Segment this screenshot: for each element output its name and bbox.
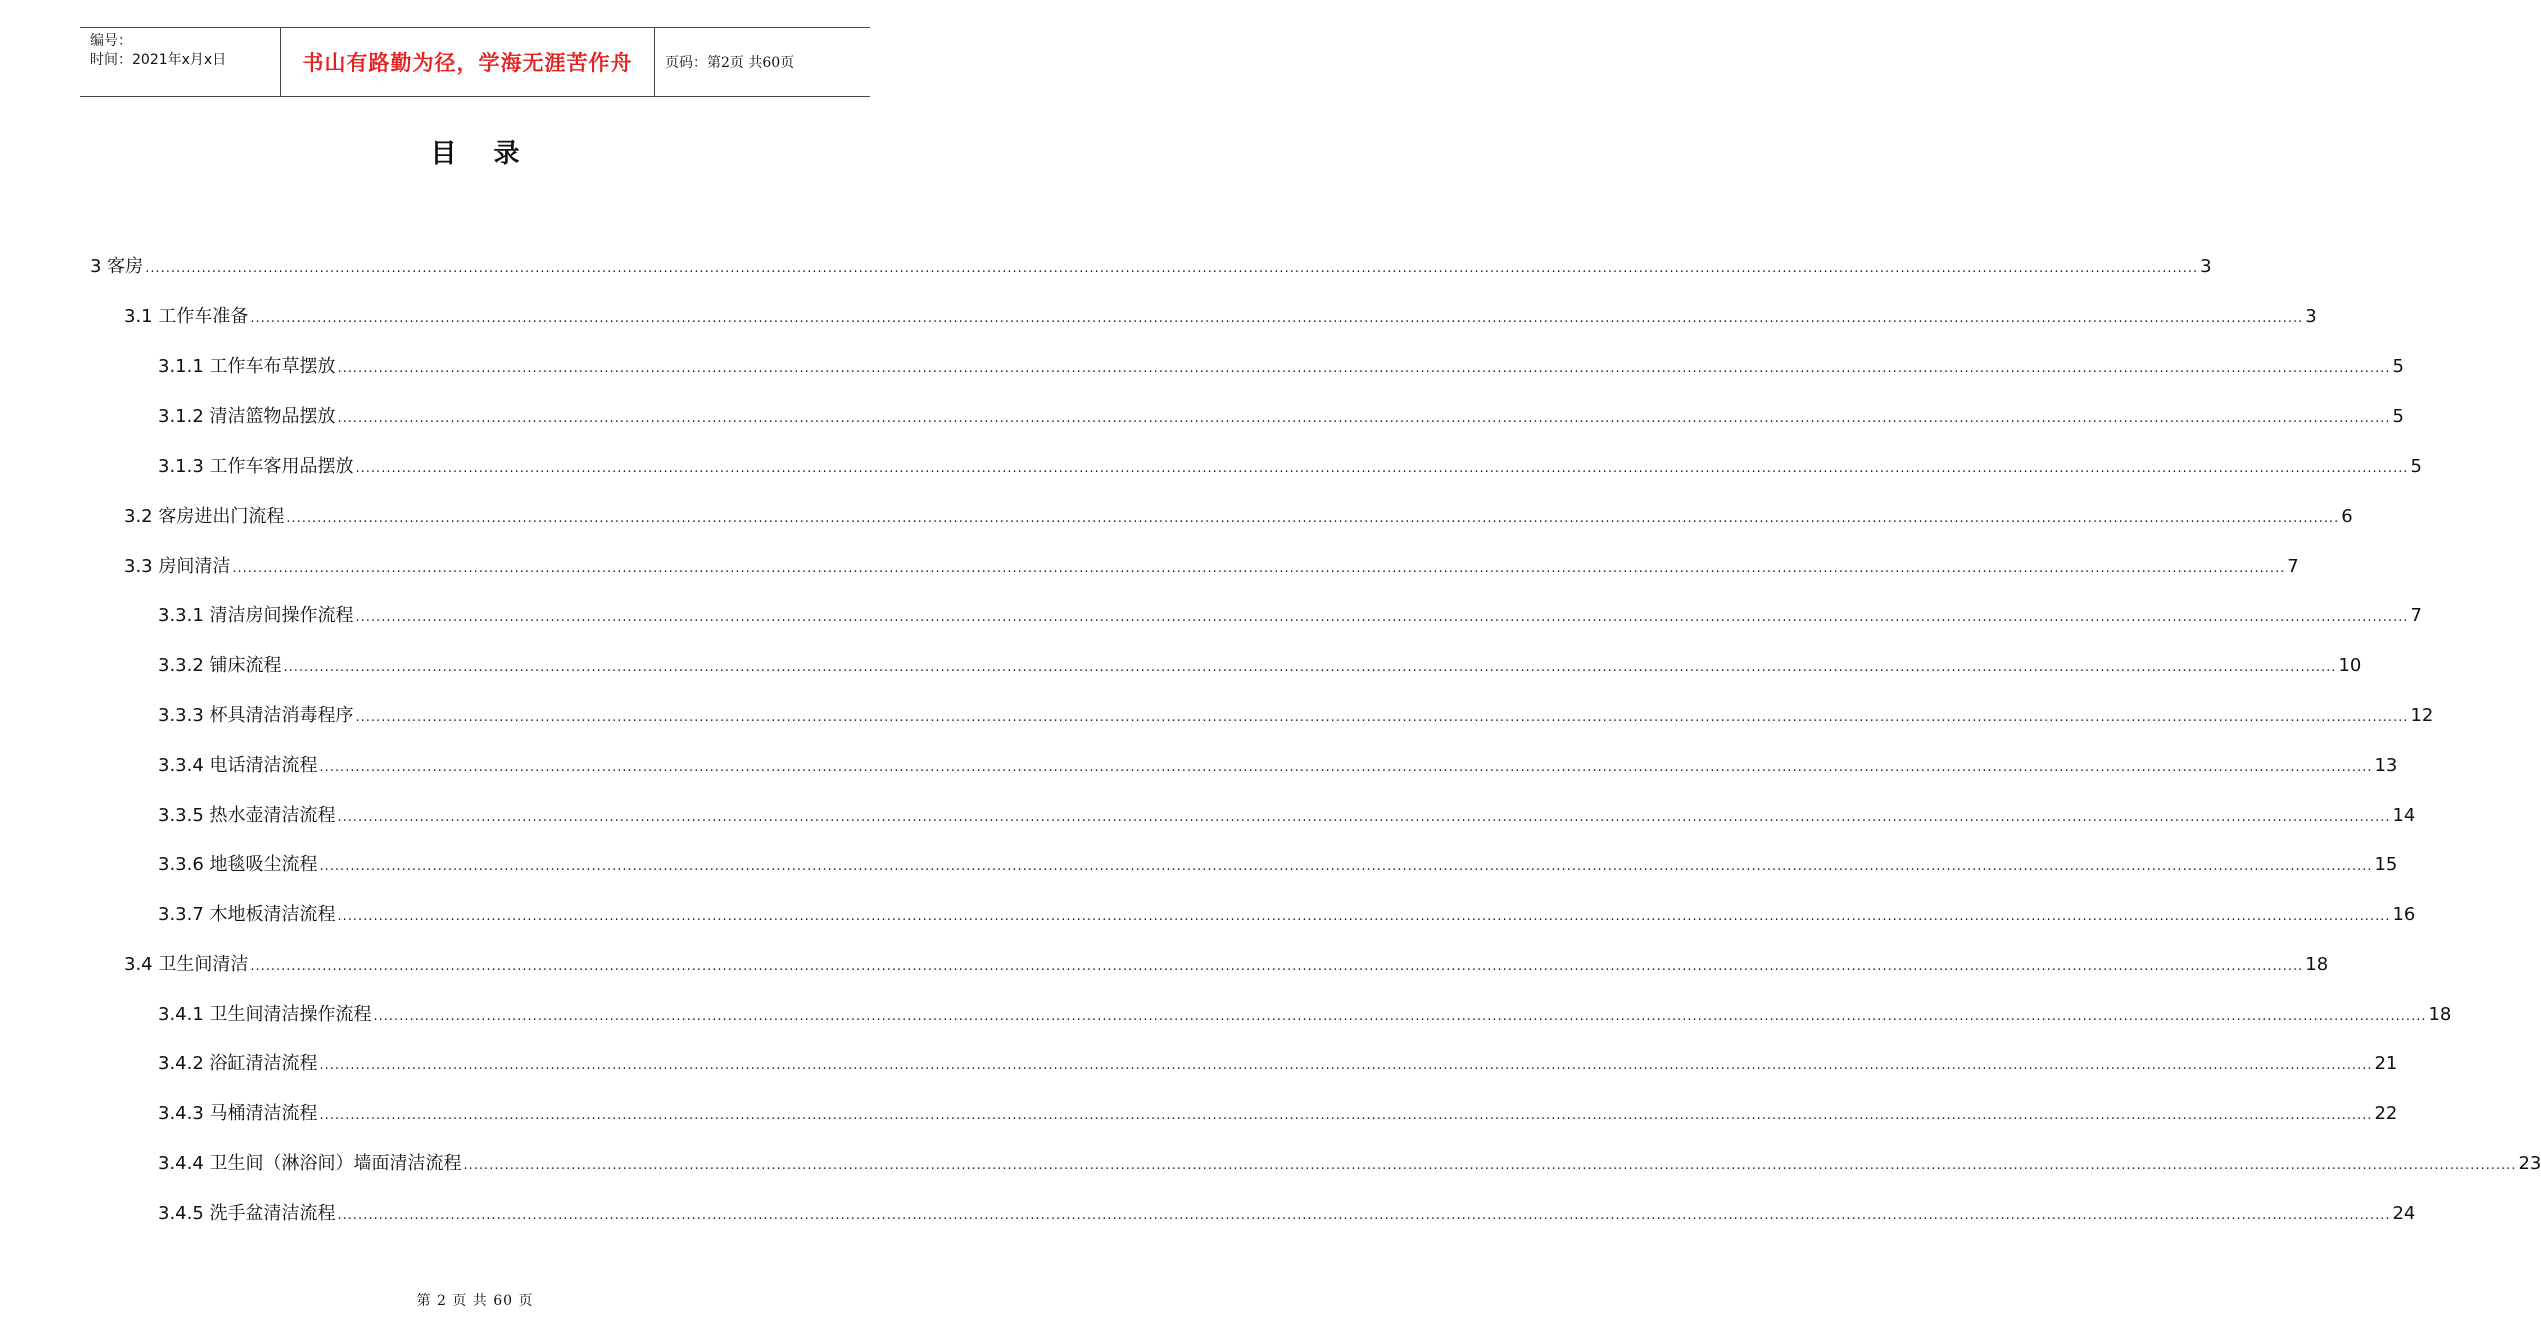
toc-title: 目 录 [430,139,534,169]
toc-entry-page: 3 [2305,306,2317,327]
toc-entry[interactable] [158,1052,2398,1078]
toc-leader-dots: ................................................................................................................................................................................................................................................................................................................................................................................................................ [355,710,2409,725]
toc-entry[interactable] [124,305,2317,331]
toc-entry-title: 3.3.2 铺床流程 [158,655,282,676]
toc-entry-page: 23 [2518,1153,2541,1174]
toc-entry[interactable] [124,505,2353,531]
toc-entry[interactable] [158,654,2362,680]
toc-entry-page: 7 [2287,556,2299,577]
toc-entry-title: 3.4.4 卫生间（淋浴间）墙面清洁流程 [158,1153,462,1174]
toc-entry-page: 18 [2428,1004,2452,1025]
toc-entry[interactable] [90,255,2212,281]
toc-entry-page: 22 [2374,1103,2398,1124]
header-meta [80,28,281,96]
toc-entry-page: 14 [2392,805,2416,826]
toc-leader-dots: ................................................................................................................................................................................................................................................................................................................................................................................................................ [232,561,2286,576]
toc-leader-dots: ................................................................................................................................................................................................................................................................................................................................................................................................................ [319,1058,2373,1073]
toc-leader-dots: ................................................................................................................................................................................................................................................................................................................................................................................................................ [319,760,2373,775]
page-header [80,27,870,97]
toc-leader-dots: ................................................................................................................................................................................................................................................................................................................................................................................................................ [355,610,2409,625]
toc-leader-dots: ................................................................................................................................................................................................................................................................................................................................................................................................................ [355,461,2409,476]
toc-entry[interactable] [158,455,2422,481]
toc-entry[interactable] [158,1003,2452,1029]
toc-leader-dots: ................................................................................................................................................................................................................................................................................................................................................................................................................ [337,909,2391,924]
toc-entry-title: 3.4 卫生间清洁 [124,954,249,975]
toc-entry-title: 3.1 工作车准备 [124,306,249,327]
toc-entry[interactable] [158,1152,2541,1178]
toc-entry[interactable] [158,704,2434,730]
toc-entry[interactable] [158,604,2422,630]
toc-entry[interactable] [158,903,2416,929]
header-page-cell [655,28,870,96]
toc-leader-dots: ................................................................................................................................................................................................................................................................................................................................................................................................................ [319,1108,2373,1123]
toc-entry-page: 5 [2392,356,2404,377]
toc-entry-page: 18 [2305,954,2329,975]
document-date: 时间：2021年x月x日 [90,52,227,68]
toc-entry[interactable] [158,1102,2398,1128]
toc-entry-title: 3.4.1 卫生间清洁操作流程 [158,1004,372,1025]
toc-leader-dots: ................................................................................................................................................................................................................................................................................................................................................................................................................ [337,1208,2391,1223]
toc-leader-dots: ................................................................................................................................................................................................................................................................................................................................................................................................................ [319,859,2373,874]
toc-leader-dots: ................................................................................................................................................................................................................................................................................................................................................................................................................ [286,511,2340,526]
toc-entry[interactable] [158,355,2404,381]
toc-entry-title: 3.3.7 木地板清洁流程 [158,904,336,925]
toc-entry-title: 3 客房 [90,256,144,277]
toc-entry-page: 12 [2410,705,2434,726]
page-footer: 第 2 页 共 60 页 [416,1293,534,1309]
toc-leader-dots: ................................................................................................................................................................................................................................................................................................................................................................................................................ [250,311,2304,326]
toc-leader-dots: ................................................................................................................................................................................................................................................................................................................................................................................................................ [337,810,2391,825]
toc-entry-page: 10 [2338,655,2362,676]
toc-entry[interactable] [124,555,2299,581]
header-motto: 书山有路勤为径，学海无涯苦作舟 [302,50,633,75]
toc-entry-page: 15 [2374,854,2398,875]
toc-entry-page: 7 [2410,605,2422,626]
toc-entry[interactable] [158,405,2404,431]
toc-entry-page: 3 [2200,256,2212,277]
toc-entry-title: 3.4.3 马桶清洁流程 [158,1103,318,1124]
document-number-label: 编号： [90,33,132,49]
toc-leader-dots: ................................................................................................................................................................................................................................................................................................................................................................................................................ [337,361,2391,376]
toc-entry-title: 3.3.5 热水壶清洁流程 [158,805,336,826]
toc-entry[interactable] [158,1202,2416,1228]
toc-entry-title: 3.2 客房进出门流程 [124,506,285,527]
toc-entry-page: 21 [2374,1053,2398,1074]
toc-entry-title: 3.3.6 地毯吸尘流程 [158,854,318,875]
toc-entry-title: 3.1.3 工作车客用品摆放 [158,456,354,477]
toc-leader-dots: ................................................................................................................................................................................................................................................................................................................................................................................................................ [373,1009,2427,1024]
toc-entry[interactable] [158,853,2398,879]
toc-entry-title: 3.1.1 工作车布草摆放 [158,356,336,377]
toc-leader-dots: ................................................................................................................................................................................................................................................................................................................................................................................................................ [145,261,2199,276]
toc-entry-page: 24 [2392,1203,2416,1224]
toc-entry-page: 16 [2392,904,2416,925]
toc-entry-title: 3.4.5 洗手盆清洁流程 [158,1203,336,1224]
toc-entry-title: 3.3 房间清洁 [124,556,231,577]
toc-entry-title: 3.3.4 电话清洁流程 [158,755,318,776]
toc-entry-page: 5 [2410,456,2422,477]
toc-entry-page: 6 [2341,506,2353,527]
toc-leader-dots: ................................................................................................................................................................................................................................................................................................................................................................................................................ [463,1158,2517,1173]
toc-entry-title: 3.1.2 清洁篮物品摆放 [158,406,336,427]
header-page-number: 页码：第2页 共60页 [665,55,795,71]
toc-entry[interactable] [158,754,2398,780]
toc-leader-dots: ................................................................................................................................................................................................................................................................................................................................................................................................................ [250,959,2304,974]
toc-entry-page: 13 [2374,755,2398,776]
toc-entry-title: 3.4.2 浴缸清洁流程 [158,1053,318,1074]
toc-leader-dots: ................................................................................................................................................................................................................................................................................................................................................................................................................ [283,660,2337,675]
toc-leader-dots: ................................................................................................................................................................................................................................................................................................................................................................................................................ [337,411,2391,426]
header-motto-cell [281,28,655,96]
toc-entry-title: 3.3.3 杯具清洁消毒程序 [158,705,354,726]
toc-entry-title: 3.3.1 清洁房间操作流程 [158,605,354,626]
toc-entry[interactable] [158,804,2416,830]
toc-entry[interactable] [124,953,2329,979]
toc-entry-page: 5 [2392,406,2404,427]
